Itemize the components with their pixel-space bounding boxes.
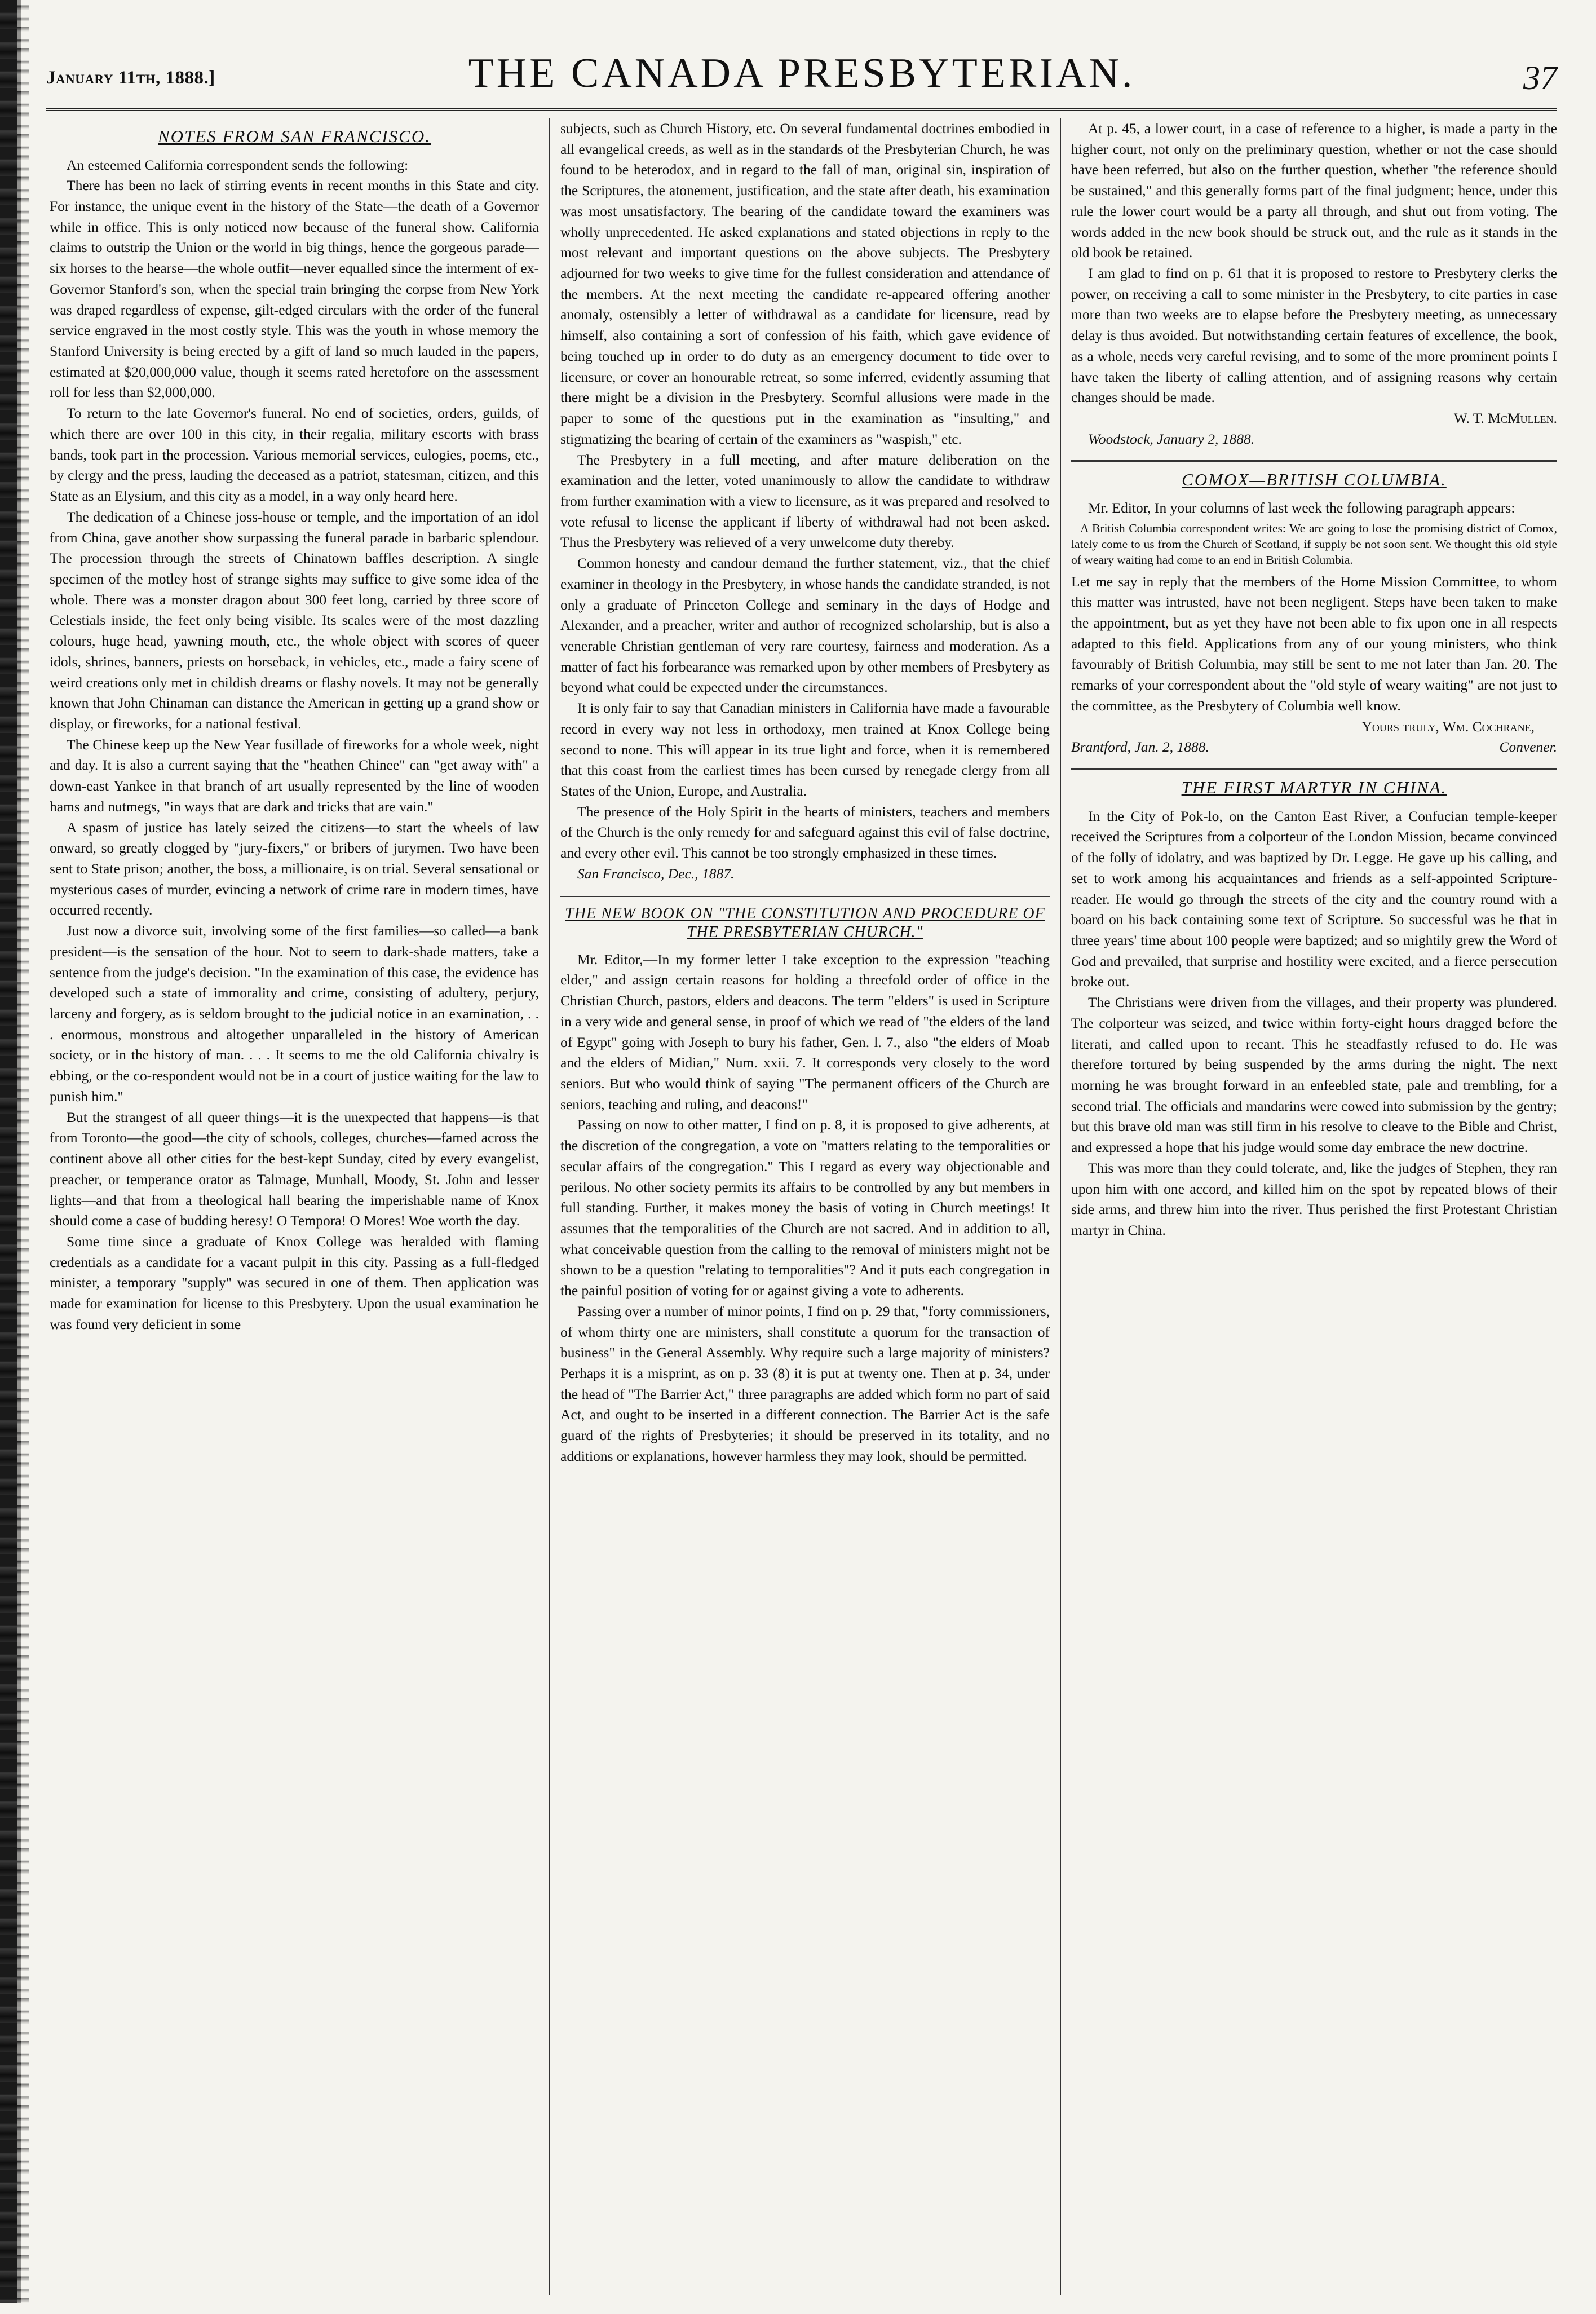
column-divider [549,118,550,2295]
article-dateline: San Francisco, Dec., 1887. [577,865,735,882]
article-paragraph: The Presbytery in a full meeting, and after mature deliberation on the examination and the letter, voted unanimously to allow the candidate to withdraw from further examination with a view to licensure, as it was prepared and resolved to vote refusal to license the applicant if liberty of withdrawal had not been asked. Thus the Presbytery was relieved of a very unwelcome duty thereby. [560,451,1050,551]
page-bottom-edge [0,2303,1596,2314]
article-paragraph: I am glad to find on p. 61 that it is proposed to restore to Presbytery clerks the power, on receiving a call to some minister in the Presbytery, to cite parties in case more than two weeks are to elapse before the Presbytery meeting, as unnecessary delay is thus avoided. But notwithstanding certain features of excellence, the book, as a whole, needs very careful revising, and to some of the more prominent points I have taken the liberty of calling attention, and of assigning reasons why certain changes should be made. [1071,265,1557,406]
article-paragraph: Some time since a graduate of Knox College was heralded with flaming credentials as a candidate for a vacant pulpit in this city. Passing as a full-fledged minister, a temporary "supply" was secured in one of them. Then application was made for examination for license to this Presbytery. Upon the usual examination he was found very deficient in some [50,1233,539,1332]
column-divider [1060,118,1061,2295]
binding-edge-shadow [17,0,29,2314]
issue-date: January 11th, 1888.] [46,68,215,88]
section-rule [1071,768,1557,770]
column-3 [1071,118,1557,2295]
article-paragraph: Common honesty and candour demand the further statement, viz., that the chief examiner in theology in the Presbytery, in whose hands the candidate stranded, is not only a graduate of Princeton College and seminary in the days of Hodge and Alexander, and a preacher, writer and author of recognized scholarship, but is also a venerable Christian gentleman of very rare courtesy, fairness and moderation. As a matter of fact his forbearance was remarked upon by other members of Presbytery as beyond what could be expected under the circumstances. [560,555,1050,696]
signature-row [1071,737,1557,758]
page-number: 37 [1523,59,1557,96]
article-headline: COMOX—BRITISH COLUMBIA. [1182,469,1447,489]
article-paragraph: But the strangest of all queer things—it is the unexpected that happens—is that from Toronto—the good—the city of schools, colleges, churches—famed across the continent above all other cities for the best-kept Sunday, cited by every evangelist, preacher, or temperance orator as Talmage, Munhall, Moody, St. John and lesser lights—and that from a theological hall bearing the imperishable name of Knox should come a case of budding heresy! O Tempora! O Mores! Woe worth the day. [50,1109,539,1229]
article-paragraph: The presence of the Holy Spirit in the hearts of ministers, teachers and members of the Church is the only remedy for and safeguard against this evil of false doctrine, and every other evil. This cannot be too strongly emphasized in these times. [560,803,1050,862]
article-paragraph: A spasm of justice has lately seized the citizens—to start the wheels of law onward, so greatly clogged by "jury-fixers," or bribers of jurymen. Two have been sent to State prison; another, the boss, a millionaire, is on trial. Several sensational or mysterious cases of murder, evincing a network of crime rare in modern times, have occurred recently. [50,819,539,918]
article-paragraph: An esteemed California correspondent sends the following: [67,156,409,173]
article-paragraph: To return to the late Governor's funeral. No end of societies, orders, guilds, of which there are over 100 in this city, in their regalia, military escorts with brass bands, took part in the procession. Various memorial services, eulogies, poems, etc., by clergy and the press, lauding the deceased as a patriot, statesman, citizen, and this State as an Elysium, and this city as a model, in a way only heard here. [50,405,539,505]
masthead [46,46,1557,108]
article-paragraph: The Chinese keep up the New Year fusillade of fireworks for a whole week, night and day. It is also a current saying that the "heathen Chinee" can "get away with" a down-east Yankee in that branch of art usually represented by the line of wooden hams and nutmegs, "in ways that are dark and tricks that are vain." [50,736,539,815]
quoted-paragraph: A British Columbia correspondent writes: We are going to lose the promising district of Comox, lately come to us from the Church of Scotland, if supply be not soon sent. We thought this old style of weary waiting had come to an end in British Columbia. [1071,521,1557,567]
article-paragraph: The dedication of a Chinese joss-house or temple, and the importation of an idol from China, gave another show surpassing the funeral parade in barbaric splendour. The procession through the streets of Chinatown baffles description. A single specimen of the motley host of strange sights may suffice to give some idea of the whole. There was a monster dragon about 300 feet long, carried by three score of Celestials inside, the feet only being visible. Its scales were of the most dazzling colours, huge head, yawning mouth, etc., the whole object with scores of queer idols, shrines, banners, priests on horseback, in vehicles, etc., made a fairy scene of weird creations only met in childish dreams or flashy novels. It may not be generally known that John Chinaman can distance the American in getting up a grand show or display, or fireworks, for a national festival. [50,508,539,732]
author-role: Convener. [1499,739,1557,756]
article-paragraph-continued: subjects, such as Church History, etc. On several fundamental doctrines embodied in all evangelical creeds, as well as in the standards of the Presbyterian Church, he was found to be heterodox, and in regard to the fall of man, original sin, inspiration of the Scriptures, the atonement, justification, and the state after death, his examination was most unsatisfactory. The bearing of the candidate toward the examiners was wholly unprecedented. He asked explanations and stated objections in reply to the most relevant and important questions on the above subjects. The Presbytery adjourned for two weeks to give time for the fullest consideration and attendance of the members. At the next meeting the candidate re-appeared offering another anomaly, ostensibly a letter of withdrawal as a candidate for licensure, read by himself, also containing a sort of confession of his faith, which gave evidence of being touched up in order to do duty as an emergency document to tide over to licensure, or cover an honourable retreat, so some inferred, evidently assuming that there might be a division in the Presbytery. Scornful allusions were made in the paper to some of the questions put in the examination as "insulting," and stigmatizing the bearing of certain of the examiners as "waspish," etc. [560,120,1050,447]
article-paragraph: Passing on now to other matter, I find on p. 8, it is proposed to give adherents, at the discretion of the congregation, a vote on "matters relating to the temporalities or secular affairs of the congregation." This I regard as every way objectionable and perilous. No other society permits its affairs to be controlled by any but members in full standing. Further, it makes money the basis of voting in Church meetings! It assumes that the temporalities of the Church are not sacred. And in addition to all, what conceivable question from the calling to the removal of ministers might not be shown to be a question "relating to temporalities"? And it puts each congregation in the painful position of voting for or against giving a vote to adherents. [560,1116,1050,1299]
article-headline: THE NEW BOOK ON "THE CONSTITUTION AND PROCEDURE OF THE PRESBYTERIAN CHURCH." [565,904,1045,941]
column-1 [50,118,539,2295]
article-intro: Mr. Editor, In your columns of last week the following paragraph appears: [1088,500,1515,516]
article-headline: THE FIRST MARTYR IN CHINA. [1181,778,1447,798]
author-signature: W. T. McMullen. [1453,410,1557,427]
article-dateline: Woodstock, January 2, 1888. [1088,430,1255,447]
article-paragraph: Just now a divorce suit, involving some of the first families—so called—a bank president—is the sensation of the hour. Not to seem to dark-shade matters, take a sentence from the judge's decision. "In the examination of this case, the evidence has developed such a state of immorality and crime, consisting of adultery, perjury, larceny and forgery, as is seldom brought to the judicial notice in an examination, . . . enormous, monstrous and altogether unparalleled in the history of American society, or in the history of man. . . . It seems to me the old California chivalry is ebbing, or the co-respondent would not be in a court of justice waiting for the law to punish him." [50,922,539,1105]
column-2 [560,118,1050,2295]
article-paragraph: It is only fair to say that Canadian ministers in California have made a favourable record in every way not less in orthodoxy, men trained at Knox College being second to none. This will appear in its true light and force, when it is remembered that this coast from the earliest times has been cursed by renegade clergy from all States of the Union, Europe, and Australia. [560,700,1050,799]
masthead-rule [46,108,1557,111]
article-paragraph: Let me say in reply that the members of the Home Mission Committee, to whom this matter was intrusted, have not been negligent. Steps have been taken to make the appointment, but as yet they have not been able to fix upon one in all respects adapted to this field. Applications from any of our young ministers, who think favourably of British Columbia, may still be sent to me not later than Jan. 20. The remarks of your correspondent about the "old style of weary waiting" are not just to the committee, as the Presbytery of Columbia well know. [1071,573,1557,714]
article-paragraph: There has been no lack of stirring events in recent months in this State and city. For instance, the unique event in the history of the State—the death of a Governor while in office. This is only noticed now because of the funeral show. California claims to outstrip the Union or the world in big things, hence the gorgeous parade—six horses to the hearse—the whole outfit—never equalled since the interment of ex-Governor Stanford's son, when the special train bringing the corpse from New York was draped regardless of expense, gilt-edged circulars with the order of the funeral service engraved in the most costly style. This was the youth in whose memory the Stanford University is being erected by a gift of land so much lauded in the papers, estimated at $20,000,000 value, though it seems rated heretofore on the assessment roll for less than $2,000,000. [50,177,539,401]
article-paragraph: In the City of Pok-lo, on the Canton East River, a Confucian temple-keeper received the Scriptures from a colporteur of the London Mission, became convinced of the folly of idolatry, and was baptized by Dr. Legge. He gave up his calling, and set to work among his acquaintances and friends as a self-appointed Scripture-reader. He would go through the streets of the city and the country round with a board on his back containing some text of Scripture. So successful was he that in three years' time about 100 people were baptized; and so mightily grew the Word of God and prevailed, that surprise and hostility were excited, and a fierce persecution broke out. [1071,807,1557,990]
article-paragraph: Passing over a number of minor points, I find on p. 29 that, "forty commissioners, of whom thirty one are ministers, shall constitute a quorum for the transaction of business" in the General Assembly. Why require such a large majority of ministers? Perhaps it is a misprint, as on p. 33 (8) it is put at twenty one. Then at p. 34, under the head of "The Barrier Act," three paragraphs are added which form no part of said Act, and ought to be inserted in a different connection. The Barrier Act is the safe guard of the rights of Presbyteries; it should be preserved in its totality, and no additions or explanations, however harmless they may look, should be permitted. [560,1302,1050,1464]
article-headline: NOTES FROM SAN FRANCISCO. [158,126,431,146]
closing-salutation: Yours truly, Wm. Cochrane, [1361,718,1535,735]
article-paragraph: This was more than they could tolerate, and, like the judges of Stephen, they ran upon him with one accord, and killed him on the spot by repeated blows of their side arms, and threw him into the river. Thus perished the first Protestant Christian martyr in China. [1071,1159,1557,1239]
section-rule [560,895,1050,897]
article-paragraph: At p. 45, a lower court, in a case of reference to a higher, is made a party in the higher court, not only on the preliminary question, whether or not the case should have been referred, but also on the further question, whether "the reference should be sustained," and this generally forms part of the final judgment; hence, under this rule the lower court would be a party all through, and shut out from voting. The words added in the new book should be struck out, and the rule as it stands in the old book be retained. [1071,120,1557,261]
article-paragraph: The Christians were driven from the villages, and their property was plundered. The colporteur was seized, and twice within forty-eight hours dragged before the literati, and called upon to recant. This he steadfastly refused to do. He was therefore tortured by being suspended by the arms during the night. The next morning he was brought forward in an enfeebled state, pale and trembling, for a second trial. The officials and mandarins were cowed into submission by the gentry; but this brave old man was still firm in his resolve to cleave to the Bible and Christ, and expressed a hope that his judge would some day embrace the new doctrine. [1071,994,1557,1156]
article-dateline: Brantford, Jan. 2, 1888. [1071,739,1209,756]
article-paragraph: Mr. Editor,—In my former letter I take exception to the expression "teaching elder," and assign certain reasons for holding a threefold order of office in the Christian Church, pastors, elders and deacons. The term "elders" is used in Scripture in a very wide and general sense, in proof of which we read of "the elders of the land of Egypt" going with Joseph to bury his father, Gen. l. 7., also "the elders of Moab and the elders of Midian," Num. xxii. 7. It corresponds very closely to the word seniors. But who would think of saying "The permanent officers of the Church are seniors, teaching and ruling, and deacons!" [560,951,1050,1112]
newspaper-title: THE CANADA PRESBYTERIAN. [468,50,1135,96]
section-rule [1071,460,1557,462]
